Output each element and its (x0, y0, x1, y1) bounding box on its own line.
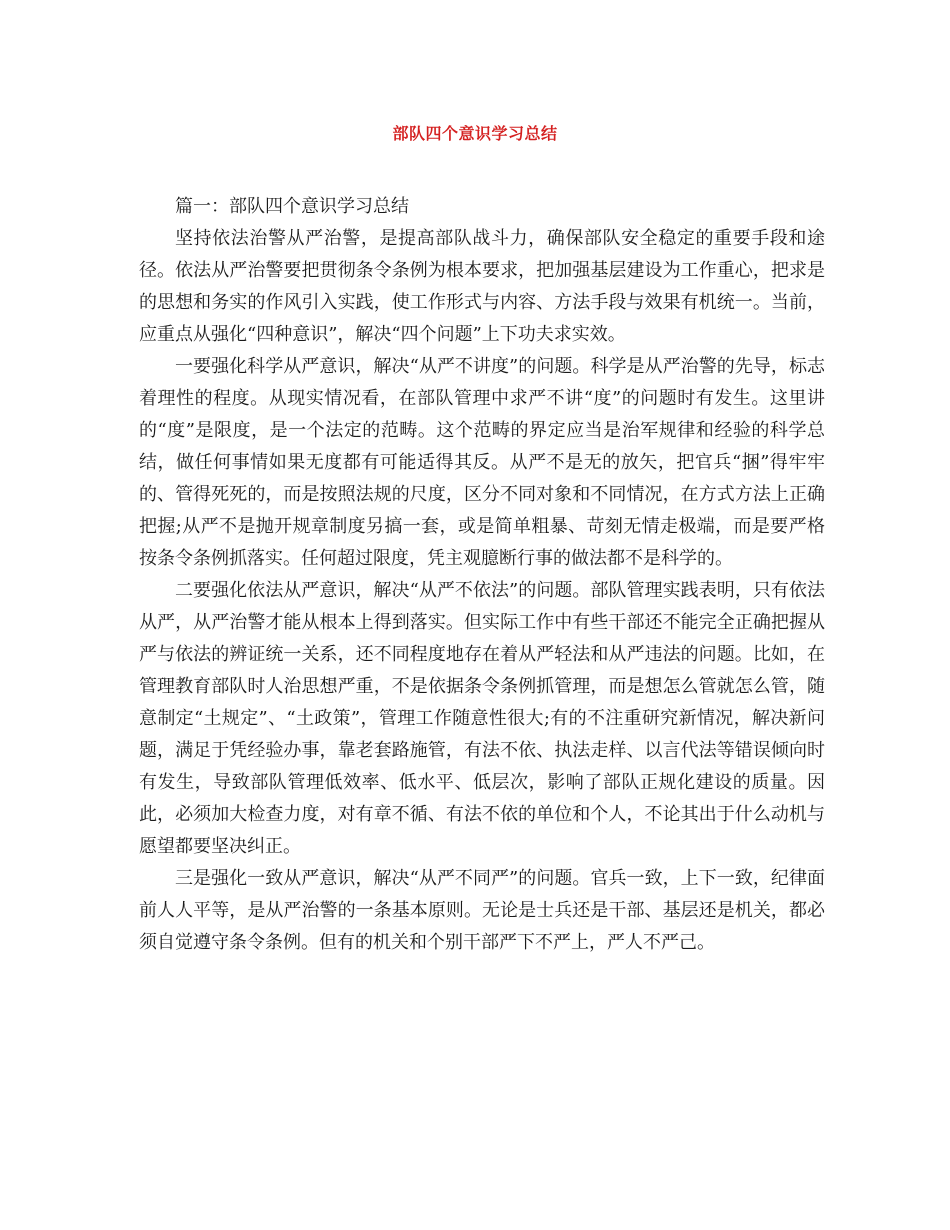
document-title: 部队四个意识学习总结 (392, 124, 558, 143)
section-heading: 篇一：部队四个意识学习总结 (175, 196, 409, 217)
paragraph-three: 三是强化一致从严意识，解决“从严不同严”的问题。官兵一致，上下一致，纪律面前人人平等，是从严治警的一条基本原则。无论是士兵还是干部、基层还是机关，都必须自觉遵守条令条例。但有的机关和个别干部严下不严上，严人不严己。 (139, 868, 825, 953)
document-body (139, 191, 825, 959)
paragraph-two: 二要强化依法从严意识，解决“从严不依法”的问题。部队管理实践表明，只有依法从严，从严治警才能从根本上得到落实。但实际工作中有些干部还不能完全正确把握从严与依法的辨证统一关系，还不同程度地存在着从严轻法和从严违法的问题。比如，在管理教育部队时人治思想严重，不是依据条令条例抓管理，而是想怎么管就怎么管，随意制定“土规定”、“土政策”，管理工作随意性很大;有的不注重研究新情况，解决新问题，满足于凭经验办事，靠老套路施管，有法不依、执法走样、以言代法等错误倾向时有发生，导致部队管理低效率、低水平、低层次，影响了部队正规化建设的质量。因此，必须加大检查力度，对有章不循、有法不依的单位和个人，不论其出于什么动机与愿望都要坚决纠正。 (139, 580, 825, 857)
paragraph-one: 一要强化科学从严意识，解决“从严不讲度”的问题。科学是从严治警的先导，标志着理性的程度。从现实情况看，在部队管理中求严不讲“度”的问题时有发生。这里讲的“度”是限度，是一个法定的范畴。这个范畴的界定应当是治军规律和经验的科学总结，做任何事情如果无度都有可能适得其反。从严不是无的放矢，把官兵“捆”得牢牢的、管得死死的，而是按照法规的尺度，区分不同对象和不同情况，在方式方法上正确把握;从严不是抛开规章制度另搞一套，或是简单粗暴、苛刻无情走极端，而是要严格按条令条例抓落实。任何超过限度，凭主观臆断行事的做法都不是科学的。 (139, 356, 825, 569)
paragraph-intro: 坚持依法治警从严治警，是提高部队战斗力，确保部队安全稳定的重要手段和途径。依法从严治警要把贯彻条令条例为根本要求，把加强基层建设为工作重心，把求是的思想和务实的作风引入实践，使工作形式与内容、方法手段与效果有机统一。当前，应重点从强化“四种意识”，解决“四个问题”上下功夫求实效。 (139, 228, 825, 345)
